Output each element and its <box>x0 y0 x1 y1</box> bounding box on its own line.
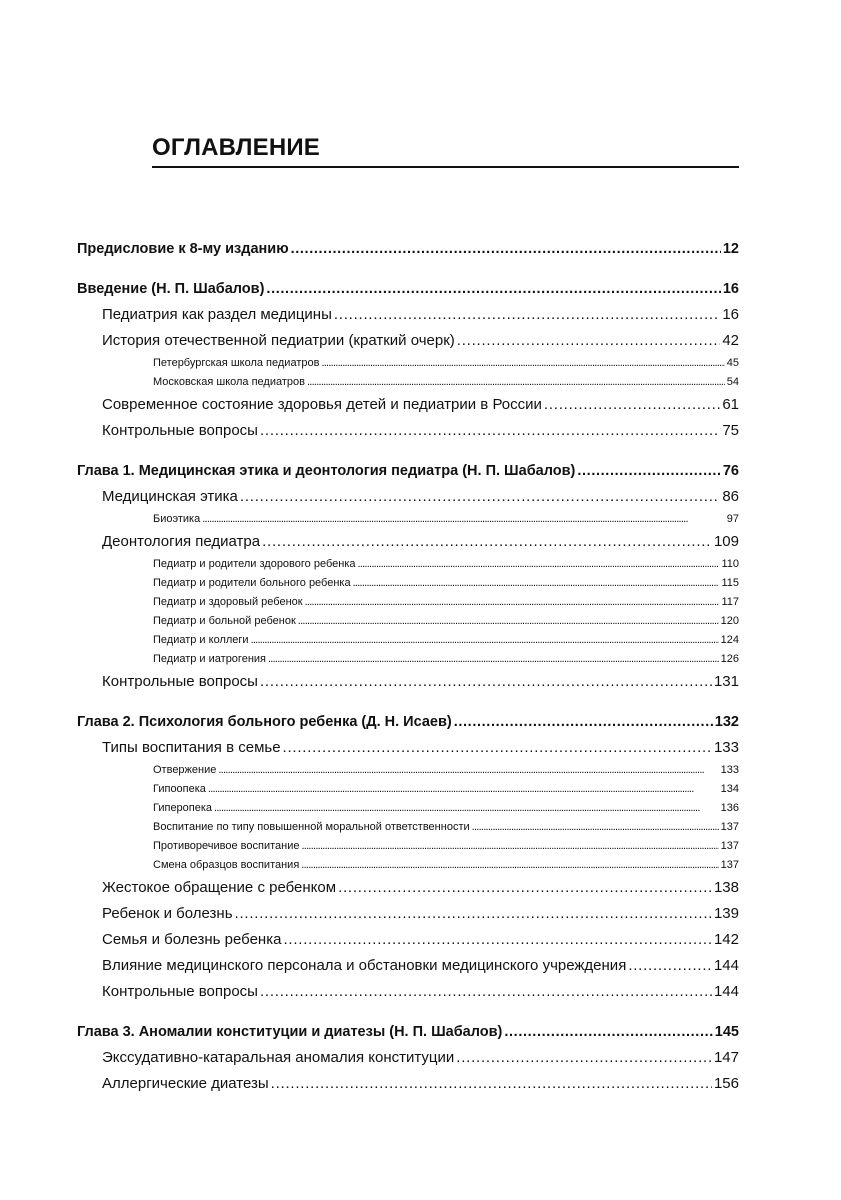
toc-entry-page: 61 <box>722 396 739 413</box>
toc-entry <box>77 761 739 780</box>
toc-entry-page: 133 <box>713 739 739 756</box>
dot-leader <box>271 1071 712 1097</box>
toc-entry-page: 134 <box>720 783 739 795</box>
toc-entry-title: Педиатр и родители больного ребенка <box>153 577 351 589</box>
dot-leader <box>218 761 718 780</box>
toc-entry <box>77 593 739 612</box>
toc-entry-title: Ребенок и болезнь <box>102 905 233 922</box>
toc-entry-page: 144 <box>713 983 739 1000</box>
dot-leader <box>353 574 720 593</box>
dot-leader <box>456 1045 712 1071</box>
toc-entry-page: 109 <box>713 533 739 550</box>
toc-entry <box>77 927 739 953</box>
dot-leader <box>251 631 719 650</box>
toc-entry-page: 137 <box>720 821 739 833</box>
dot-leader <box>268 650 719 669</box>
toc-entry <box>77 458 739 484</box>
toc-entry-title: Гиперопека <box>153 802 213 814</box>
toc-entry-title: Глава 1. Медицинская этика и деонтология педиатра (Н. П. Шабалов) <box>77 463 576 479</box>
toc-entry-page: 138 <box>713 879 739 896</box>
toc-entry <box>77 799 739 818</box>
toc-entry <box>77 1045 739 1071</box>
dot-leader <box>472 818 719 837</box>
toc-entry-title: Деонтология педиатра <box>102 533 261 550</box>
toc-entry-page: 54 <box>726 376 739 388</box>
toc-entry-title: Московская школа педиатров <box>153 376 305 388</box>
toc-entry-page: 45 <box>726 357 739 369</box>
toc-entry <box>77 484 739 510</box>
toc-entry-title: Гипоопека <box>153 783 206 795</box>
toc-entry-page: 126 <box>720 653 739 665</box>
toc-entry-page: 137 <box>720 840 739 852</box>
toc-entry-title: Жестокое обращение с ребенком <box>102 879 337 896</box>
dot-leader <box>305 593 720 612</box>
dot-leader <box>266 276 720 302</box>
toc-entry <box>77 709 739 735</box>
toc-entry-title: Педиатр и иатрогения <box>153 653 266 665</box>
toc-entry-page: 12 <box>722 241 739 257</box>
toc-entry-title: Педиатр и родители здорового ребенка <box>153 558 356 570</box>
toc-entry <box>77 669 739 695</box>
toc-entry <box>77 631 739 650</box>
toc-entry-page: 142 <box>713 931 739 948</box>
dot-leader <box>358 555 720 574</box>
toc-entry-title: Современное состояние здоровья детей и педиатрии в России <box>102 396 542 413</box>
toc-entry-page: 16 <box>722 281 739 297</box>
toc-entry-page: 147 <box>713 1049 739 1066</box>
toc-entry <box>77 875 739 901</box>
dot-leader <box>307 373 725 392</box>
dot-leader <box>235 901 712 927</box>
toc-entry-page: 76 <box>722 463 739 479</box>
toc-entry-title: Глава 3. Аномалии конституции и диатезы (Н. П. Шабалов) <box>77 1024 503 1040</box>
toc-entry <box>77 979 739 1005</box>
toc-entry <box>77 953 739 979</box>
toc-entry <box>77 354 739 373</box>
dot-leader <box>338 875 712 901</box>
toc-entry <box>77 1019 739 1045</box>
dot-leader <box>260 979 712 1005</box>
toc-entry <box>77 302 739 328</box>
toc-entry-title: Воспитание по типу повышенной моральной ответственности <box>153 821 470 833</box>
toc-entry-title: Педиатрия как раздел медицины <box>102 306 332 323</box>
dot-leader <box>260 669 712 695</box>
toc-entry <box>77 555 739 574</box>
toc-entry <box>77 392 739 418</box>
toc-entry <box>77 735 739 761</box>
dot-leader <box>321 354 724 373</box>
toc-entry-title: Предисловие к 8-му изданию <box>77 241 289 257</box>
toc-entry-page: 124 <box>720 634 739 646</box>
toc-entry <box>77 856 739 875</box>
toc-entry-title: Типы воспитания в семье <box>102 739 281 756</box>
dot-leader <box>334 302 720 328</box>
dot-leader <box>301 856 718 875</box>
toc-entry-page: 131 <box>713 673 739 690</box>
toc-entry-title: Педиатр и здоровый ребенок <box>153 596 303 608</box>
toc-entry-title: Педиатр и больной ребенок <box>153 615 296 627</box>
dot-leader <box>302 837 719 856</box>
toc-entry-page: 139 <box>713 905 739 922</box>
toc-entry <box>77 529 739 555</box>
toc-entry-page: 42 <box>722 332 739 349</box>
toc-entry-page: 120 <box>720 615 739 627</box>
dot-leader <box>240 484 720 510</box>
dot-leader <box>291 236 721 262</box>
toc-entry <box>77 418 739 444</box>
toc-entry-page: 117 <box>721 596 739 608</box>
toc-entry-page: 75 <box>722 422 739 439</box>
toc-entry-page: 16 <box>722 306 739 323</box>
toc-entry-page: 144 <box>713 957 739 974</box>
dot-leader <box>544 392 720 418</box>
table-of-contents <box>77 236 739 1097</box>
dot-leader <box>454 709 713 735</box>
toc-entry-page: 156 <box>713 1075 739 1092</box>
dot-leader <box>577 458 721 484</box>
toc-entry-title: История отечественной педиатрии (краткий очерк) <box>102 332 455 349</box>
dot-leader <box>457 328 721 354</box>
toc-entry <box>77 837 739 856</box>
dot-leader <box>298 612 719 631</box>
dot-leader <box>208 780 719 799</box>
toc-entry-title: Контрольные вопросы <box>102 673 258 690</box>
toc-entry-title: Аллергические диатезы <box>102 1075 269 1092</box>
toc-entry-title: Контрольные вопросы <box>102 422 258 439</box>
toc-entry <box>77 780 739 799</box>
dot-leader <box>504 1019 712 1045</box>
dot-leader <box>283 927 712 953</box>
dot-leader <box>283 735 712 761</box>
page-title: ОГЛАВЛЕНИЕ <box>152 134 321 161</box>
toc-entry-page: 110 <box>721 558 739 570</box>
toc-entry <box>77 650 739 669</box>
toc-entry-page: 132 <box>714 714 739 730</box>
toc-entry-title: Семья и болезнь ребенка <box>102 931 282 948</box>
dot-leader <box>214 799 719 818</box>
toc-entry-title: Противоречивое воспитание <box>153 840 300 852</box>
toc-entry-page: 145 <box>714 1024 739 1040</box>
toc-entry <box>77 510 739 529</box>
toc-entry-title: Медицинская этика <box>102 488 238 505</box>
toc-entry-title: Экссудативно-катаральная аномалия конституции <box>102 1049 455 1066</box>
toc-entry <box>77 276 739 302</box>
dot-leader <box>628 953 712 979</box>
toc-entry <box>77 818 739 837</box>
toc-entry-title: Петербургская школа педиатров <box>153 357 320 369</box>
toc-entry <box>77 901 739 927</box>
toc-entry <box>77 1071 739 1097</box>
dot-leader <box>260 418 720 444</box>
toc-entry-title: Смена образцов воспитания <box>153 859 300 871</box>
toc-entry-page: 137 <box>720 859 739 871</box>
dot-leader <box>202 510 725 529</box>
dot-leader <box>262 529 712 555</box>
toc-entry-page: 133 <box>720 764 739 776</box>
toc-entry <box>77 373 739 392</box>
toc-entry-page: 136 <box>720 802 739 814</box>
toc-entry <box>77 236 739 262</box>
toc-entry <box>77 328 739 354</box>
title-underline <box>152 166 739 168</box>
toc-entry-page: 115 <box>721 577 739 589</box>
toc-entry <box>77 612 739 631</box>
toc-entry-title: Контрольные вопросы <box>102 983 258 1000</box>
toc-entry-title: Биоэтика <box>153 513 201 525</box>
toc-entry-title: Глава 2. Психология больного ребенка (Д. Н. Исаев) <box>77 714 452 730</box>
toc-entry-title: Влияние медицинского персонала и обстановки медицинского учреждения <box>102 957 627 974</box>
toc-entry-title: Педиатр и коллеги <box>153 634 249 646</box>
toc-entry-title: Введение (Н. П. Шабалов) <box>77 281 265 297</box>
toc-entry <box>77 574 739 593</box>
toc-entry-page: 97 <box>726 513 739 525</box>
toc-entry-page: 86 <box>722 488 739 505</box>
toc-entry-title: Отвержение <box>153 764 217 776</box>
